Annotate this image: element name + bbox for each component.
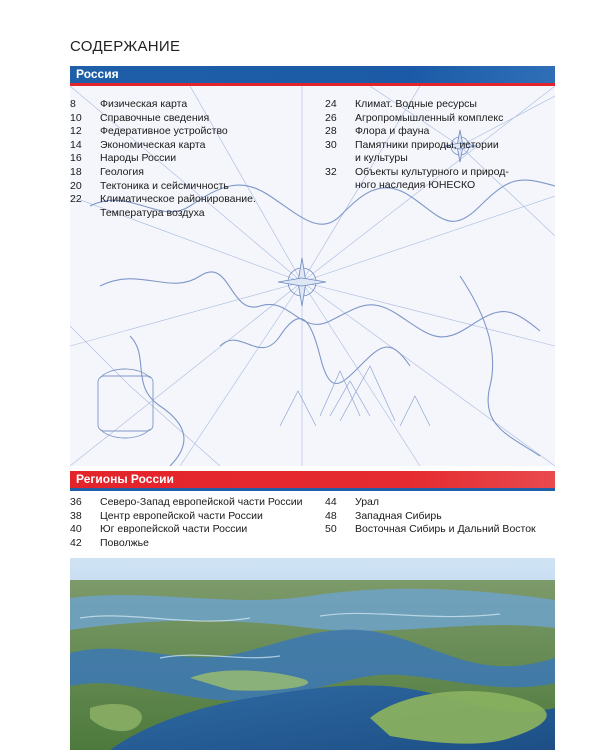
toc-title: Флора и фауна — [355, 125, 430, 138]
toc-page: 16 — [70, 152, 82, 165]
toc-item[interactable] — [325, 125, 555, 139]
toc-page: 22 — [70, 193, 82, 206]
toc-page: 8 — [70, 98, 76, 110]
toc-page: 18 — [70, 165, 82, 178]
toc-title: Справочные сведения — [100, 111, 210, 124]
toc-page: 30 — [325, 138, 337, 151]
page-title: СОДЕРЖАНИЕ — [70, 38, 181, 55]
toc-title: Памятники природы, истории — [355, 138, 499, 151]
toc-title: Агропромышленный комплекс — [355, 111, 504, 124]
aerial-river-photo — [70, 558, 555, 750]
toc-page: 50 — [325, 523, 337, 536]
toc-item[interactable] — [70, 510, 315, 524]
toc-page: 38 — [70, 509, 82, 522]
toc-item[interactable] — [325, 496, 555, 510]
toc-page: 44 — [325, 496, 337, 508]
toc-page: 26 — [325, 111, 337, 124]
toc-title: Объекты культурного и природ- — [355, 165, 509, 178]
toc-item[interactable] — [70, 537, 315, 551]
toc-page: 36 — [70, 496, 82, 508]
russia-toc-right — [325, 98, 555, 193]
russia-toc-left — [70, 98, 315, 220]
toc-item[interactable] — [70, 193, 315, 220]
toc-title: Федеративное устройство — [100, 125, 228, 138]
toc-title-continued: и культуры — [355, 152, 408, 165]
toc-page: 14 — [70, 138, 82, 151]
toc-item[interactable] — [325, 98, 555, 112]
toc-title-continued: Температура воздуха — [100, 206, 205, 219]
toc-item[interactable] — [70, 180, 315, 194]
toc-title-continued: ного наследия ЮНЕСКО — [355, 179, 476, 192]
toc-page: 42 — [70, 536, 82, 549]
toc-title: Западная Сибирь — [355, 509, 442, 522]
toc-title: Народы России — [100, 152, 177, 165]
toc-title: Урал — [355, 496, 380, 508]
toc-title: Северо-Запад европейской части России — [100, 496, 303, 508]
toc-title: Восточная Сибирь и Дальний Восток — [355, 523, 536, 536]
toc-item[interactable] — [70, 125, 315, 139]
toc-item[interactable] — [325, 510, 555, 524]
section-header-regions — [70, 471, 555, 488]
toc-page: 32 — [325, 165, 337, 178]
toc-page: 20 — [70, 179, 82, 192]
toc-item[interactable] — [70, 98, 315, 112]
toc-page: 24 — [325, 98, 337, 110]
toc-item[interactable] — [325, 139, 555, 166]
toc-page: 48 — [325, 509, 337, 522]
toc-item[interactable] — [70, 139, 315, 153]
section-title-regions: Регионы России — [76, 472, 174, 486]
toc-item[interactable] — [70, 152, 315, 166]
toc-title: Геология — [100, 165, 144, 178]
toc-page: 28 — [325, 125, 337, 138]
toc-item[interactable] — [325, 166, 555, 193]
river-landscape — [70, 558, 555, 750]
section-title-russia: Россия — [76, 67, 119, 81]
toc-item[interactable] — [70, 112, 315, 126]
toc-page: 12 — [70, 125, 82, 138]
toc-title: Физическая карта — [100, 98, 188, 110]
header-accent-stripe — [70, 488, 555, 491]
toc-title: Экономическая карта — [100, 138, 206, 151]
toc-item[interactable] — [70, 166, 315, 180]
toc-item[interactable] — [325, 523, 555, 537]
toc-title: Тектоника и сейсмичность — [100, 179, 229, 192]
section-header-russia — [70, 66, 555, 83]
toc-title: Юг европейской части России — [100, 523, 248, 536]
toc-title: Климат. Водные ресурсы — [355, 98, 477, 110]
toc-title: Поволжье — [100, 536, 149, 549]
toc-title: Климатическое районирование. — [100, 193, 256, 206]
toc-page: 40 — [70, 523, 82, 536]
toc-item[interactable] — [325, 112, 555, 126]
toc-item[interactable] — [70, 496, 315, 510]
regions-toc-left — [70, 496, 315, 550]
toc-page: 10 — [70, 111, 82, 124]
regions-toc-right — [325, 496, 555, 537]
toc-title: Центр европейской части России — [100, 509, 263, 522]
toc-item[interactable] — [70, 523, 315, 537]
